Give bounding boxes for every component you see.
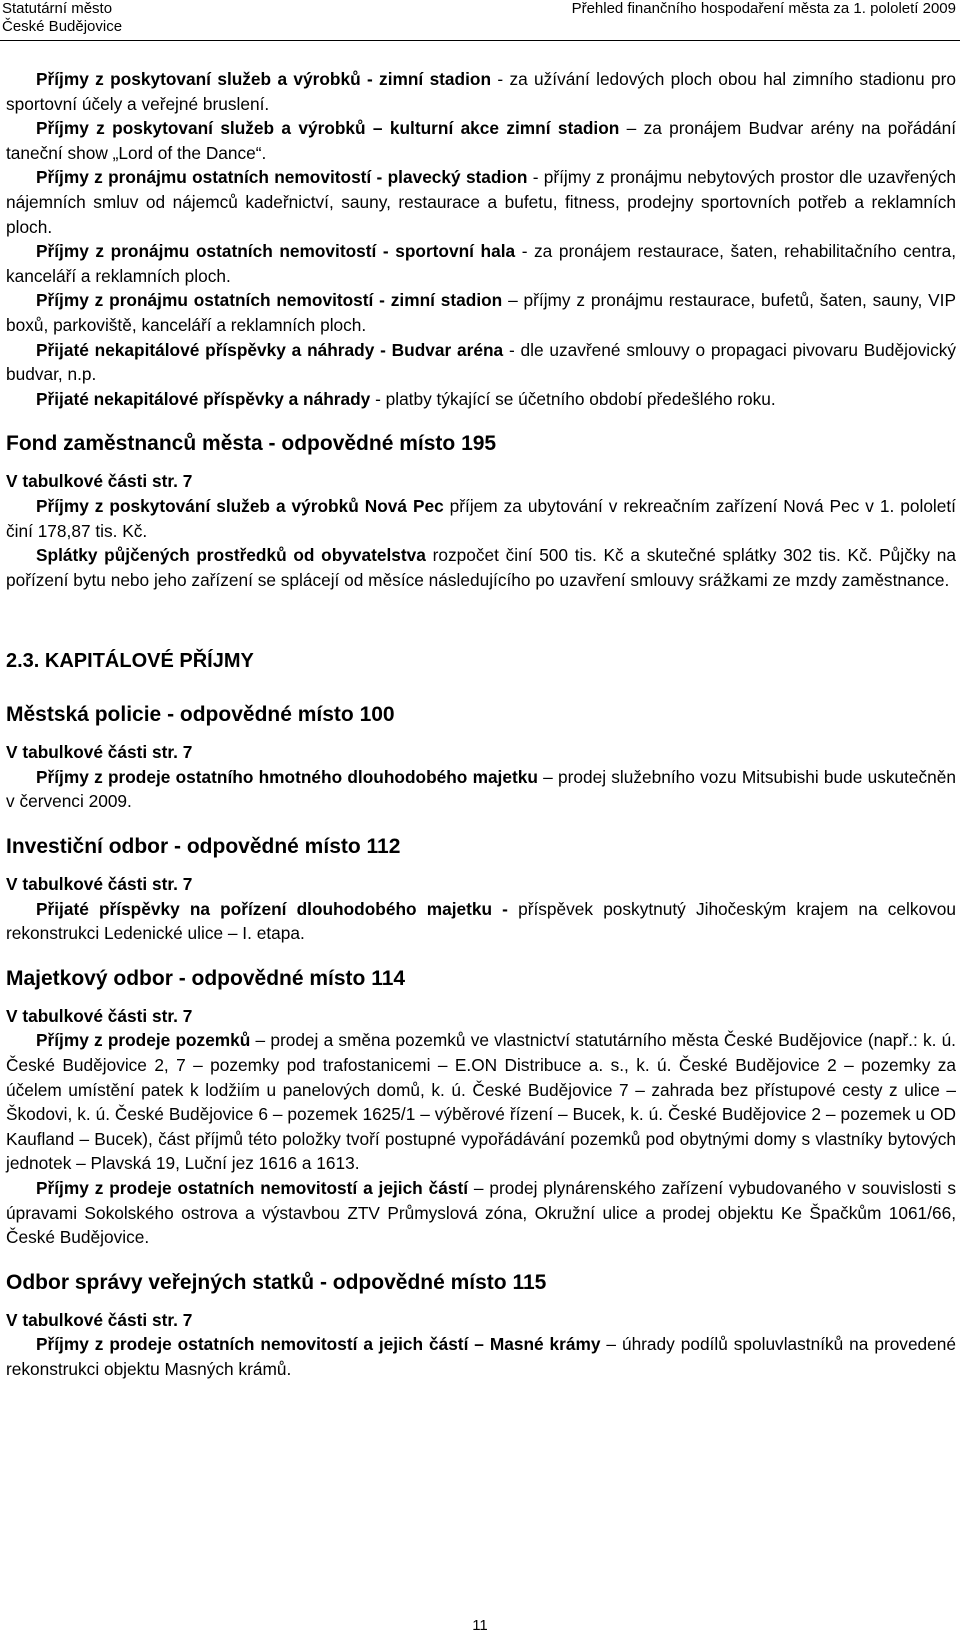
paragraph-bold-lead: Příjmy z prodeje ostatních nemovitostí a jejich částí – Masné krámy (36, 1334, 601, 1355)
paragraph-bold-lead: Příjmy z pronájmu ostatních nemovitostí - sportovní hala (36, 241, 516, 262)
header-municipality (2, 0, 122, 36)
header-left-line1: Statutární město (2, 0, 113, 17)
paragraph-text: – prodej a směna pozemků ve vlastnictví statutárního města České Budějovice (např.: k. ú. České Budějovice 2, 7 – pozemky pod trafostanicemi – E.ON Distribuce a. s., k. ú. České Budějovice 2 – pozemky za účelem umístění patek k lodžiím u panelových domů, k. ú. České Budějovice 7 – zahrada bez přístupové cesty z ulice – Škodovi, k. ú. České Budějovice 6 – pozemek 1625/1 – výběrové řízení – Bucek, k. ú. České Budějovice 2 – pozemek u OD Kaufland – Bucek), část příjmů této položky tvoří postupné vypořádávání pozemků pod obytnými domy s vlastníky bytových jednotek – Plavská 19, Luční jez 1616 a 1613. (6, 1030, 956, 1174)
paragraph-text: – příjmy z pronájmu restaurace, bufetů, šaten, sauny, VIP boxů, parkoviště, kanceláří a reklamních ploch. (6, 290, 956, 335)
paragraph-bold-lead: Příjmy z prodeje pozemků (36, 1030, 251, 1051)
chapter-heading (6, 648, 956, 674)
paragraph-text: - dle uzavřené smlouvy o propagaci pivovaru Budějovický budvar, n.p. (6, 339, 956, 385)
paragraph-text: - platby týkající se účetního období předešlého roku. (370, 388, 776, 409)
paragraph (6, 543, 956, 592)
paragraph (6, 1332, 956, 1381)
paragraph-bold-lead: Přijaté nekapitálové příspěvky a náhrady (36, 388, 371, 409)
paragraph (6, 387, 956, 412)
paragraph-bold-lead: Příjmy z poskytovaní služeb a výrobků – kulturní akce zimní stadion (36, 118, 620, 139)
paragraph-text: - za užívání ledových ploch obou hal zimního stadionu pro sportovní účely a veřejné bruslení. (6, 69, 956, 114)
document-body (6, 67, 956, 1382)
paragraph-text: – prodej plynárenského zařízení vybudovaného v souvislosti s úpravami Sokolského ostrova a výstavbou ZTV Průmyslová zóna, Okružní ulice a prodej objektu Ke Špačkům 1061/66, České Budějovice. (6, 1178, 956, 1248)
page-number: 11 (472, 1617, 488, 1634)
section-heading-114: Majetkový odbor - odpovědné místo 114 (6, 966, 406, 990)
paragraph (6, 1176, 956, 1250)
section-heading-195: Fond zaměstnanců města - odpovědné místo 195 (6, 432, 497, 456)
paragraph-bold-lead: Příjmy z poskytovaní služeb a výrobků - zimní stadion (36, 69, 492, 89)
paragraph-text: rozpočet činí 500 tis. Kč a skutečné splátky 302 tis. Kč. Půjčky na pořízení bytu nebo jeho zařízení se splácejí od měsíce následujícího po uzavření smlouvy srážkami ze mzdy zaměstnance. (6, 545, 956, 590)
table-reference: V tabulkové části str. 7 (6, 742, 193, 763)
header-left-line2: České Budějovice (2, 18, 123, 35)
header-document-title: Přehled finančního hospodaření města za 1. pololetí 2009 (571, 0, 956, 17)
section-heading-112: Investiční odbor - odpovědné místo 112 (6, 835, 401, 859)
paragraph-bold-lead: Příjmy z prodeje ostatních nemovitostí a jejich částí (36, 1178, 469, 1198)
section-heading-115: Odbor správy veřejných statků - odpovědné místo 115 (6, 1270, 547, 1294)
paragraph (6, 897, 956, 946)
chapter-title: KAPITÁLOVÉ PŘÍJMY (39, 650, 254, 673)
chapter-number: 2.3. (6, 650, 40, 673)
table-reference: V tabulkové části str. 7 (6, 1309, 193, 1330)
page-header (0, 0, 960, 41)
paragraph-text: – prodej služebního vozu Mitsubishi bude uskutečněn v červenci 2009. (6, 766, 957, 812)
paragraph-bold-lead: Přijaté nekapitálové příspěvky a náhrady - Budvar aréna (36, 339, 504, 360)
paragraph-text: – úhrady podílů spoluvlastníků na provedené rekonstrukci objektu Masných krámů. (6, 1334, 956, 1379)
paragraph-bold-lead: Přijaté příspěvky na pořízení dlouhodobého majetku - (36, 898, 508, 919)
paragraph (6, 116, 956, 165)
paragraph (6, 1028, 956, 1176)
paragraph-bold-lead: Splátky půjčených prostředků od obyvatelstva (36, 545, 426, 566)
paragraph (6, 67, 956, 116)
paragraph-text: - příjmy z pronájmu nebytových prostor dle uzavřených nájemních smluv od nájemců kadeřnictví, sauny, restaurace a bufetu, fitness, prodejny sportovních potřeb a reklamních ploch. (6, 167, 956, 237)
paragraph (6, 239, 956, 288)
paragraph-bold-lead: Příjmy z prodeje ostatního hmotného dlouhodobého majetku (36, 766, 538, 787)
paragraph (6, 494, 956, 543)
paragraph-bold-lead: Příjmy z poskytování služeb a výrobků Nová Pec (36, 495, 444, 516)
paragraph (6, 165, 956, 239)
table-reference: V tabulkové části str. 7 (6, 1005, 193, 1026)
paragraph-text: – za pronájem Budvar arény na pořádání taneční show „Lord of the Dance“. (6, 118, 956, 163)
paragraph (6, 288, 956, 337)
paragraph-bold-lead: Příjmy z pronájmu ostatních nemovitostí - plavecký stadion (36, 167, 528, 188)
table-reference: V tabulkové části str. 7 (6, 471, 193, 492)
section-heading-100: Městská policie - odpovědné místo 100 (6, 703, 395, 727)
paragraph (6, 338, 956, 387)
paragraph-text: - za pronájem restaurace, šaten, rehabilitačního centra, kanceláří a reklamních ploch. (6, 241, 956, 286)
paragraph-bold-lead: Příjmy z pronájmu ostatních nemovitostí - zimní stadion (36, 290, 503, 311)
paragraph-text: příjem za ubytování v rekreačním zařízení Nová Pec v 1. pololetí činí 178,87 tis. Kč. (6, 495, 956, 541)
paragraph (6, 765, 956, 814)
table-reference: V tabulkové části str. 7 (6, 874, 193, 895)
paragraph-text: příspěvek poskytnutý Jihočeským krajem na celkovou rekonstrukci Ledenické ulice – I. etapa. (6, 898, 956, 944)
